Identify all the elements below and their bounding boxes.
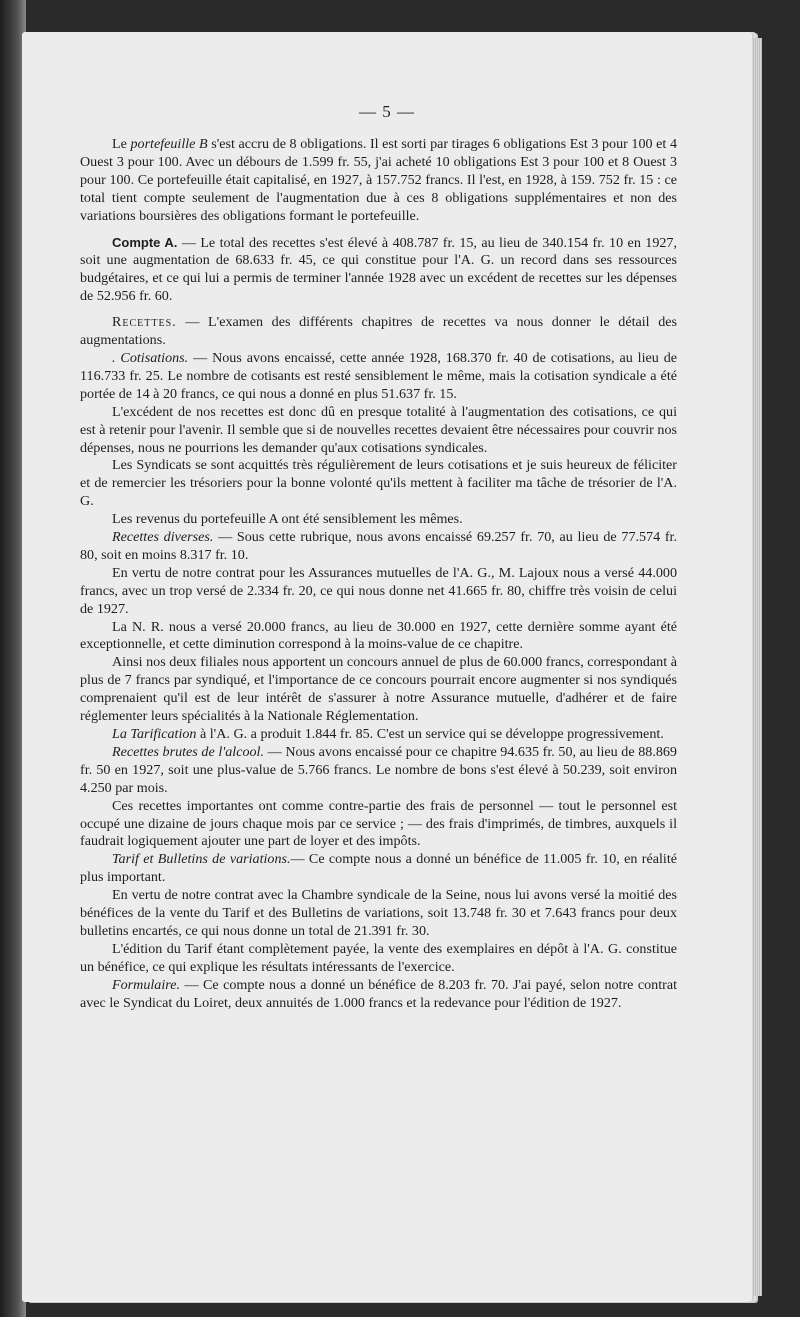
paragraph-chambre-syndicale: En vertu de notre contrat avec la Chambre syndicale de la Seine, nous lui avons versé la moitié des bénéfices de la vente du Tarif et des Bulletins de variations, soit 13.748 fr. 30 et 7.643 francs pour deux bulletins encartés, ce qui nous donne un total de 21.391 fr. 30. [80,887,677,939]
paragraph-edition-tarif: L'édition du Tarif étant complètement payée, la vente des exemplaires en dépôt à l'A. G. constitue un bénéfice, ce qui explique les résultats intéressants de l'exercice. [80,940,677,975]
page-number: — 5 — [359,102,415,121]
paragraph-frais: Ces recettes importantes ont comme contre-partie des frais de personnel — tout le personnel est occupé une dizaine de jours chaque mois par ce service ; — des frais d'imprimés, de timbres, auxquels il faudrait logiquement ajouter une part de loyer et des impôts. [80,797,677,850]
paragraph-excedent: L'excédent de nos recettes est donc dû en presque totalité à l'augmentation des cotisations, ce qui est à retenir pour l'avenir. Il semble que si de nouvelles recettes devaient être nécessaires pour couvrir nos dépenses, nous ne pourrions les demander qu'aux cotisations syndicales. [80,403,677,456]
paragraph-tarification: La Tarification à l'A. G. a produit 1.844 fr. 85. C'est un service qui se développe progressivement. [112,726,664,742]
paragraph-recettes: Recettes. — L'examen des différents chapitres de recettes va nous donner le détail des augmentations. [80,314,677,349]
paragraph-portefeuille-b: Le portefeuille B s'est accru de 8 obligations. Il est sorti par tirages 6 obligations Est 3 pour 100 et 4 Ouest 3 pour 100. Avec un débours de 1.599 fr. 55, j'ai acheté 10 obligations Est 3 pour 100 et 8 Ouest 3 pour 100. Ce portefeuille était capitalisé, en 1927, à 157.752 francs. Il l'est, en 1928, à 159. 752 fr. 15 : ce total tient compte seulement de l'augmentation due à ces 8 obligations supplémentaires et non des variations boursières des obligations formant le portefeuille. [80,136,677,224]
paragraph-tarif-bulletins: Tarif et Bulletins de variations.— Ce compte nous a donné un bénéfice de 11.005 fr. 10, en réalité plus important. [80,851,677,886]
paragraph-compte-a: Compte A. — Le total des recettes s'est élevé à 408.787 fr. 15, au lieu de 340.154 fr. 10 en 1927, soit une augmentation de 68.633 fr. 45, ce qui constitue pour l'A. G. un record dans ses ressources budgétaires, et ce qui lui a permis de terminer l'année 1928 avec un excédent de recettes sur les dépenses de 52.956 fr. 60. [80,234,677,305]
paragraph-filiales: Ainsi nos deux filiales nous apportent un concours annuel de plus de 60.000 francs, correspondant à plus de 7 francs par syndiqué, et l'importance de ce concours pourrait encore augmenter si nos syndiqués comprenaient qu'il est de leur intérêt de s'assurer à notre Assurance mutuelle, d'adhérer et de faire réglementer leurs spécialités à la Nationale Réglementation. [80,654,677,725]
paragraph-revenus: Les revenus du portefeuille A ont été sensiblement les mêmes. [112,511,463,528]
paragraph-syndicats: Les Syndicats se sont acquittés très régulièrement de leurs cotisations et je suis heureux de féliciter et de remercier les trésoriers pour la bonne volonté qu'ils mettent à faciliter ma tâche de trésorier de l'A. G. [80,457,677,510]
page-edges [752,38,762,1296]
paragraph-assurances: En vertu de notre contrat pour les Assurances mutuelles de l'A. G., M. Lajoux nous a versé 44.000 francs, avec un trop versé de 2.334 fr. 20, ce qui nous donne net 41.665 fr. 80, chiffre très voisin de celui de 1927. [80,564,677,617]
paragraph-formulaire: Formulaire. — Ce compte nous a donné un bénéfice de 8.203 fr. 70. J'ai payé, selon notre contrat avec le Syndicat du Loiret, deux annuités de 1.000 francs et la redevance pour l'édition de 1927. [80,976,677,1011]
body-text [80,136,677,1013]
document-page [22,32,752,1302]
section-heading-recettes: Recettes. [112,314,177,331]
paragraph-recettes-diverses: Recettes diverses. — Sous cette rubrique, nous avons encaissé 69.257 fr. 70, au lieu de 77.574 fr. 80, soit en moins 8.317 fr. 10. [80,529,677,563]
paragraph-cotisations: . Cotisations. — Nous avons encaissé, cette année 1928, 168.370 fr. 40 de cotisations, au lieu de 116.733 fr. 25. Le nombre de cotisants est resté sensiblement le même, mais la cotisation syndicale a été portée de 14 à 20 francs, ce qui nous a donné en plus 51.637 fr. 15. [80,349,677,402]
paragraph-nr: La N. R. nous a versé 20.000 francs, au lieu de 30.000 en 1927, cette dernière somme ayant été exceptionnelle, et cette diminution correspond à la moins-value de ce chapitre. [80,618,677,653]
paragraph-alcool: Recettes brutes de l'alcool. — Nous avons encaissé pour ce chapitre 94.635 fr. 50, au lieu de 88.869 fr. 50 en 1927, soit une plus-value de 5.766 francs. Le nombre de bons s'est élevé à 50.239, soit environ 4.250 par mois. [80,743,677,796]
section-heading-compte-a: Compte A. [112,234,178,250]
